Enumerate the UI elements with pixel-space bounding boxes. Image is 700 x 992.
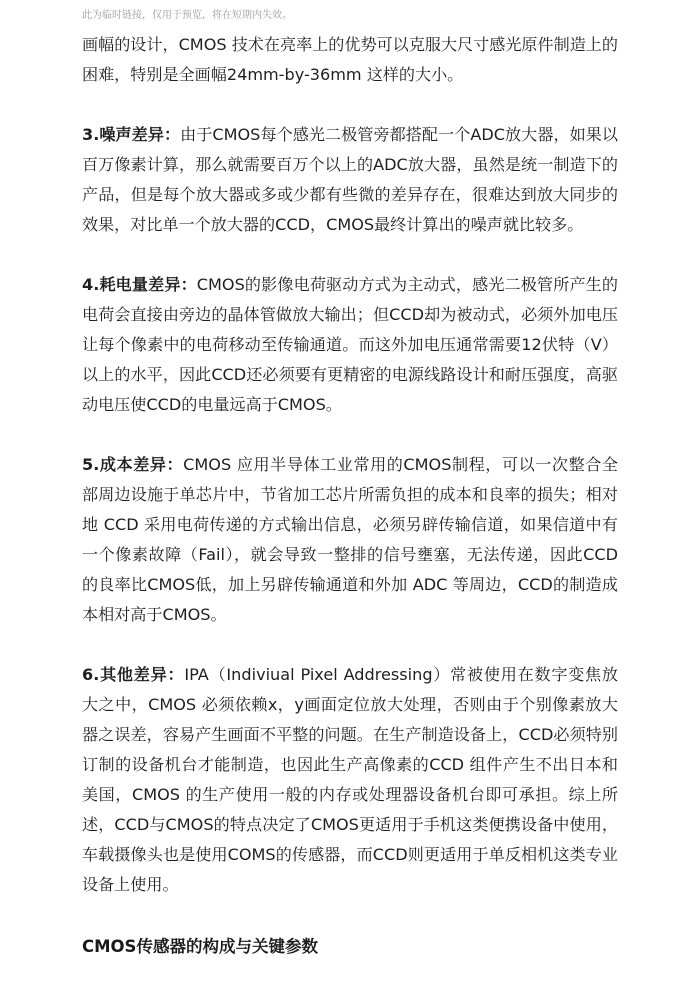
section-heading: CMOS传感器的构成与关键参数	[82, 937, 318, 956]
paragraph-text: IPA（Indiviual Pixel Addressing）常被使用在数字变焦放大之中，CMOS 必须依赖x，y画面定位放大处理，否则由于个别像素放大器之误差，容易产生画面不平整的问题。在生产制造设备上，CCD必须特别订制的设备机台才能制造，也因此生产高像素的CCD 组件产生不出日本和美国，CMOS 的生产使用一般的内存或处理器设备机台即可承担。综上所述，CCD与CMOS的特点决定了CMOS更适用于手机这类便携设备中使用，车载摄像头也是使用COMS的传感器，而CCD则更适用于单反相机这类专业设备上使用。	[82, 665, 619, 894]
paragraph-noise-difference	[82, 120, 618, 240]
paragraph-label: 4.耗电量差异：	[82, 275, 197, 294]
paragraph-label: 3.噪声差异：	[82, 125, 181, 144]
paragraph-other-difference	[82, 660, 618, 900]
paragraph-text: 由于CMOS每个感光二极管旁都搭配一个ADC放大器，如果以百万像素计算，那么就需要百万个以上的ADC放大器，虽然是统一制造下的产品，但是每个放大器或多或少都有些微的差异存在，很难达到放大同步的效果，对比单一个放大器的CCD，CMOS最终计算出的噪声就比较多。	[82, 125, 618, 234]
paragraph-label: 6.其他差异：	[82, 665, 185, 684]
article-body	[82, 30, 618, 900]
paragraph-text: CMOS 应用半导体工业常用的CMOS制程，可以一次整合全部周边设施于单芯片中，节省加工芯片所需负担的成本和良率的损失；相对地 CCD 采用电荷传递的方式输出信息，必须另辟传输信道，如果信道中有一个像素故障（Fail），就会导致一整排的信号壅塞，无法传递，因此CCD的良率比CMOS低，加上另辟传输通道和外加 ADC 等周边，CCD的制造成本相对高于CMOS。	[82, 455, 618, 624]
paragraph-cost-difference	[82, 450, 618, 630]
preview-notice: 此为临时链接，仅用于预览，将在短期内失效。	[82, 10, 292, 21]
paragraph-text: CMOS的影像电荷驱动方式为主动式，感光二极管所产生的电荷会直接由旁边的晶体管做放大输出；但CCD却为被动式，必须外加电压让每个像素中的电荷移动至传输通道。而这外加电压通常需要12伏特（V）以上的水平，因此CCD还必须要有更精密的电源线路设计和耐压强度，高驱动电压使CCD的电量远高于CMOS。	[82, 275, 618, 414]
paragraph-power-difference	[82, 270, 618, 420]
paragraph-full-frame	[82, 30, 618, 90]
paragraph-label: 5.成本差异：	[82, 455, 184, 474]
paragraph-text: 画幅的设计，CMOS 技术在亮率上的优势可以克服大尺寸感光原件制造上的困难，特别是全画幅24mm-by-36mm 这样的大小。	[82, 35, 618, 84]
